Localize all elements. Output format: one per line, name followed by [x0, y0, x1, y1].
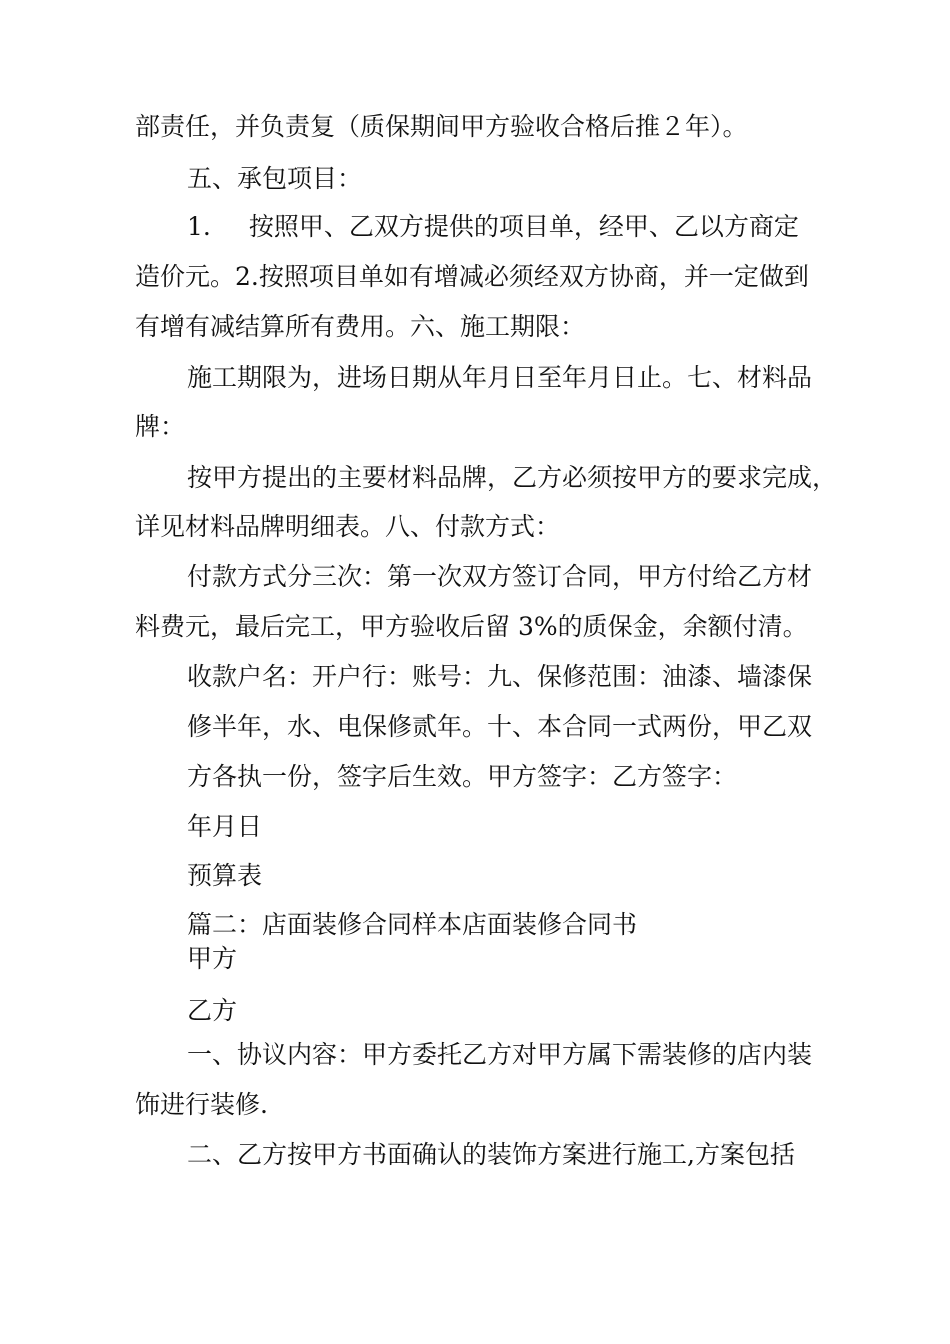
- paragraph-line: 修半年，水、电保修贰年。十、本合同一式两份，甲乙双: [187, 712, 813, 741]
- section-title: 篇二：店面装修合同样本店面装修合同书: [187, 910, 638, 939]
- budget-table-title: 预算表: [187, 861, 263, 890]
- paragraph-line: 一、协议内容：甲方委托乙方对甲方属下需装修的店内装: [187, 1040, 813, 1069]
- paragraph-line: 详见材料品牌明细表。八、付款方式：: [135, 512, 561, 541]
- date-line: 年月日: [187, 812, 263, 841]
- paragraph-line: 施工期限为，进场日期从年月日至年月日止。七、材料品: [187, 363, 813, 392]
- party-b-label: 乙方: [187, 996, 238, 1025]
- paragraph-line: 造价元。2.按照项目单如有增减必须经双方协商，并一定做到: [135, 262, 809, 291]
- paragraph-line: 按甲方提出的主要材料品牌，乙方必须按甲方的要求完成，: [187, 463, 838, 492]
- paragraph-line: 部责任，并负责复（质保期间甲方验收合格后推２年）。: [135, 112, 748, 141]
- paragraph-line: 收款户名：开户行：账号：九、保修范围：油漆、墙漆保: [187, 662, 813, 691]
- paragraph-line: 付款方式分三次：第一次双方签订合同，甲方付给乙方材: [187, 562, 813, 591]
- paragraph-line: 二、乙方按甲方书面确认的装饰方案进行施工,方案包括: [187, 1140, 795, 1169]
- paragraph-line: 方各执一份，签字后生效。甲方签字：乙方签字：: [187, 762, 738, 791]
- list-item-text: 按照甲、乙双方提供的项目单，经甲、乙以方商定: [248, 212, 799, 241]
- list-number: 1.: [187, 212, 211, 241]
- list-item: [187, 212, 799, 242]
- party-a-label: 甲方: [187, 944, 238, 973]
- paragraph-line: 有增有减结算所有费用。六、施工期限：: [135, 312, 586, 341]
- paragraph-line: 料费元，最后完工，甲方验收后留 3%的质保金，余额付清。: [135, 612, 808, 641]
- section-heading: 五、承包项目：: [187, 164, 363, 193]
- paragraph-line: 牌：: [135, 412, 186, 441]
- paragraph-line: 饰进行装修.: [135, 1090, 268, 1119]
